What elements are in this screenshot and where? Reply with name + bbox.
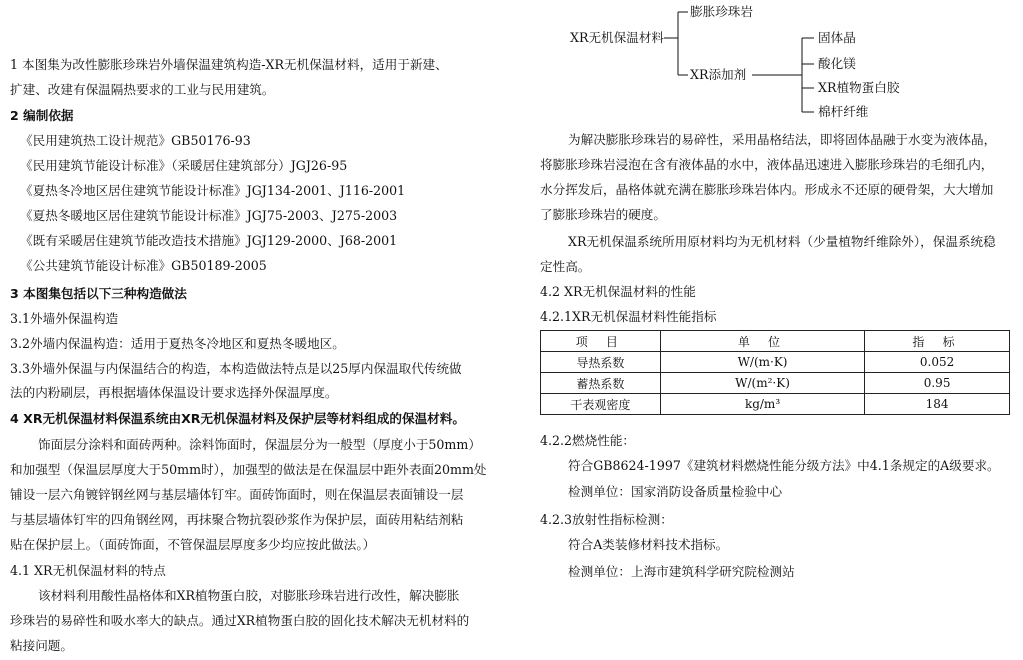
cell-item: 干表观密度 (541, 394, 661, 415)
material-composition-diagram (570, 0, 910, 128)
sec422-line: 检测单位：国家消防设备质量检验中心 (568, 484, 783, 499)
table-row (541, 394, 1010, 415)
sec3-item: 3.1外墙外保温构造 (10, 311, 119, 326)
sec1-line2: 扩建、改建有保温隔热要求的工业与民用建筑。 (10, 82, 275, 97)
diagram-leaf: XR植物蛋白胶 (818, 80, 900, 95)
cell-item: 导热系数 (541, 352, 661, 373)
sec3-item: 3.2外墙内保温构造：适用于夏热冬冷地区和夏热冬暖地区。 (10, 336, 345, 351)
sec3-item: 法的内粉刷层，再根据墙体保温设计要求选择外保温厚度。 (10, 385, 338, 400)
ref-item: 《民用建筑热工设计规范》GB50176-93 (20, 133, 251, 148)
sec1-line1: 1 本图集为改性膨胀珍珠岩外墙保温建筑构造-XR无机保温材料，适用于新建、 (10, 57, 448, 72)
cell-unit: kg/m³ (660, 394, 864, 415)
sec4-para-line: 铺设一层六角镀锌钢丝网与基层墙体钉牢。面砖饰面时，则在保温层表面铺设一层 (10, 487, 464, 502)
sec41-para-line: 该材料利用酸性晶格体和XR植物蛋白胶，对膨胀珍珠岩进行改性，解决膨胀 (38, 588, 460, 603)
sec4-para-line: 贴在保护层上。（面砖饰面，不管保温层厚度多少均应按此做法。） (10, 537, 376, 552)
sec421-title: 4.2.1XR无机保温材料性能指标 (540, 309, 717, 324)
cell-value: 0.052 (865, 352, 1010, 373)
diagram-leaf: 棉杆纤维 (818, 104, 869, 119)
cell-value: 184 (865, 394, 1010, 415)
ref-item: 《民用建筑节能设计标准》（采暖居住建筑部分）JGJ26-95 (20, 158, 348, 173)
sec423-title: 4.2.3放射性指标检测： (540, 512, 673, 527)
sec42-title: 4.2 XR无机保温材料的性能 (540, 284, 696, 299)
sec41-para-line: 粘接问题。 (10, 638, 73, 653)
sec4-title: 4 XR无机保温材料保温系统由XR无机保温材料及保护层等材料组成的保温材料。 (10, 411, 465, 426)
sec41-para-line: 珍珠岩的易碎性和吸水率大的缺点。通过XR植物蛋白胶的固化技术解决无机材料的 (10, 613, 470, 628)
sec2-title: 2 编制依据 (10, 108, 74, 123)
header-item: 项 目 (541, 331, 661, 352)
sec423-line: 符合A类装修材料技术指标。 (568, 537, 729, 552)
performance-table (540, 330, 1010, 415)
header-unit: 单 位 (660, 331, 864, 352)
para1-line: 将膨胀珍珠岩浸泡在含有液体晶的水中，液体晶迅速进入膨胀珍珠岩的毛细孔内， (540, 157, 994, 172)
table-header-row (541, 331, 1010, 352)
diagram-leaf: 酸化镁 (818, 56, 856, 71)
header-value: 指 标 (865, 331, 1010, 352)
ref-item: 《公共建筑节能设计标准》GB50189-2005 (20, 258, 267, 273)
ref-item: 《夏热冬冷地区居住建筑节能设计标准》JGJ134-2001、J116-2001 (20, 183, 406, 198)
cell-unit: W/(m·K) (660, 352, 864, 373)
para1-line: 为解决膨胀珍珠岩的易碎性，采用晶格结法，即将固体晶融于水变为液体晶， (568, 132, 997, 147)
ref-item: 《夏热冬暖地区居住建筑节能设计标准》JGJ75-2003、J275-2003 (20, 208, 398, 223)
diagram-branch-additive: XR添加剂 (690, 67, 747, 82)
sec41-title: 4.1 XR无机保温材料的特点 (10, 563, 166, 578)
para1-line: 了膨胀珍珠岩的硬度。 (540, 207, 666, 222)
ref-item: 《既有采暖居住建筑节能改造技术措施》JGJ129-2000、J68-2001 (20, 233, 398, 248)
para2-line: XR无机保温系统所用原材料均为无机材料（少量植物纤维除外），保温系统稳 (568, 234, 996, 249)
table-row (541, 373, 1010, 394)
para1-line: 水分挥发后，晶格体就充满在膨胀珍珠岩体内。形成永不还原的硬骨架，大大增加 (540, 182, 994, 197)
sec3-item: 3.3外墙外保温与内保温结合的构造，本构造做法特点是以25厚内保温取代传统做 (10, 361, 462, 376)
sec4-para-line: 与基层墙体钉牢的四角钢丝网，再抹聚合物抗裂砂浆作为保护层，面砖用粘结剂粘 (10, 512, 464, 527)
sec4-para-line: 饰面层分涂料和面砖两种。涂料饰面时，保温层分为一般型（厚度小于50mm） (38, 437, 481, 452)
sec422-title: 4.2.2燃烧性能： (540, 433, 636, 448)
para2-line: 定性高。 (540, 259, 591, 274)
cell-unit: W/(m²·K) (660, 373, 864, 394)
sec4-para-line: 和加强型（保温层厚度大于50mm时），加强型的做法是在保温层中距外表面20mm处 (10, 462, 487, 477)
diagram-leaf: 固体晶 (818, 30, 856, 45)
sec423-line: 检测单位：上海市建筑科学研究院检测站 (568, 564, 795, 579)
table-row (541, 352, 1010, 373)
diagram-root: XR无机保温材料 (570, 30, 665, 45)
cell-item: 蓄热系数 (541, 373, 661, 394)
diagram-branch-perlite: 膨胀珍珠岩 (690, 4, 753, 19)
cell-value: 0.95 (865, 373, 1010, 394)
sec3-title: 3 本图集包括以下三种构造做法 (10, 286, 187, 301)
sec422-line: 符合GB8624-1997《建筑材料燃烧性能分级方法》中4.1条规定的A级要求。 (568, 458, 1000, 473)
